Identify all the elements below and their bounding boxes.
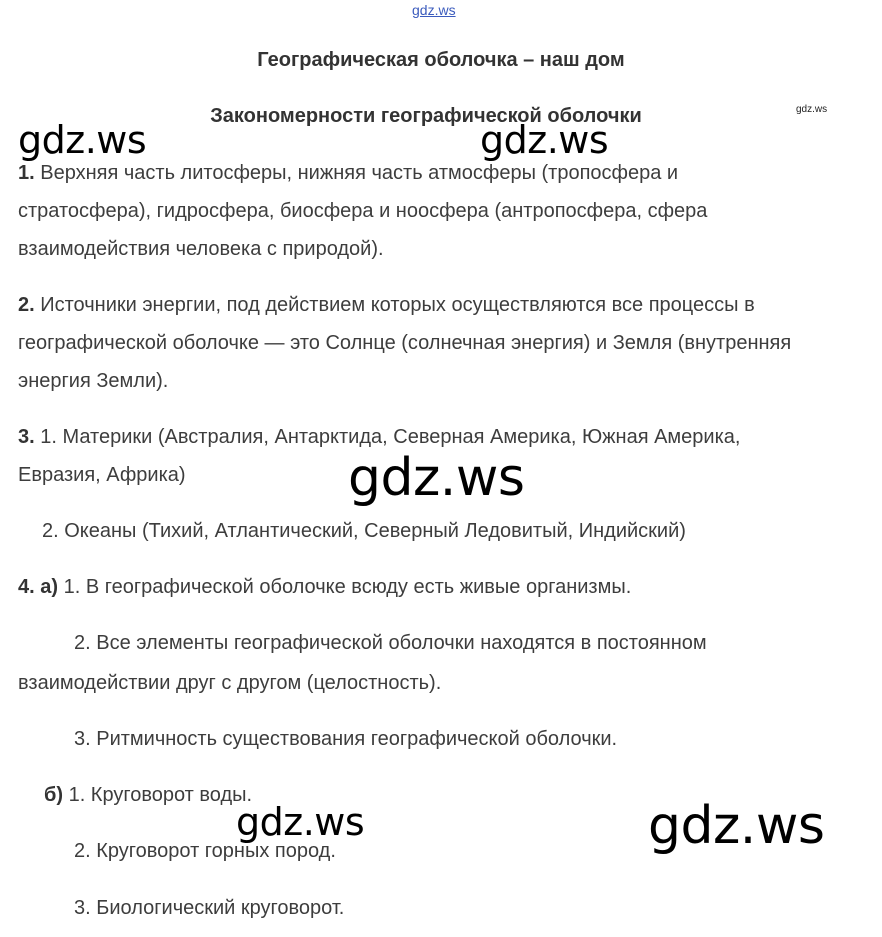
q4-b2: 2. Круговорот горных пород. <box>74 840 336 862</box>
q2-number: 2. <box>18 294 35 316</box>
q1-line2: стратосфера), гидросфера, биосфера и ноосфера (антропосфера, сфера <box>18 200 708 222</box>
page-title: Географическая оболочка – наш дом <box>257 49 625 71</box>
watermark-middle: gdz.ws <box>348 448 525 508</box>
watermark-top: gdz.ws <box>412 2 456 18</box>
q2-text-1: Источники энергии, под действием которых осуществляются все процессы в <box>34 294 755 316</box>
q4-a3: 3. Ритмичность существования географической оболочки. <box>74 728 618 750</box>
q1-line1 <box>18 162 678 185</box>
watermark-bottom-left: gdz.ws <box>236 800 365 844</box>
q3-line1 <box>18 426 740 449</box>
watermark-center-top: gdz.ws <box>480 118 609 162</box>
q2-line3: энергия Земли). <box>18 370 169 392</box>
q4-a2-line2: взаимодействии друг с другом (целостность). <box>18 672 442 694</box>
q3-number: 3. <box>18 426 35 448</box>
q3-text-1: 1. Материки (Австралия, Антарктида, Северная Америка, Южная Америка, <box>34 426 741 448</box>
q3-line2: Евразия, Африка) <box>18 464 186 486</box>
q4-a1 <box>18 576 631 599</box>
q4-a2-line1: 2. Все элементы географической оболочки находятся в постоянном <box>74 632 707 654</box>
q4-b1 <box>44 784 252 807</box>
q4-b-label: б) <box>44 784 64 806</box>
q4-a1-text: 1. В географической оболочке всюду есть живые организмы. <box>58 576 632 598</box>
q1-number: 1. <box>18 162 35 184</box>
q4-b1-text: 1. Круговорот воды. <box>63 784 253 806</box>
q1-line3: взаимодействия человека с природой). <box>18 238 384 260</box>
q4-a-label: а) <box>40 576 59 598</box>
page-subtitle: Закономерности географической оболочки <box>210 105 642 127</box>
q1-text-1: Верхняя часть литосферы, нижняя часть атмосферы (тропосфера и <box>34 162 679 184</box>
q4-number: 4. <box>18 576 35 598</box>
q4-b3: 3. Биологический круговорот. <box>74 897 345 919</box>
watermark-bottom-right: gdz.ws <box>648 796 825 856</box>
watermark-left: gdz.ws <box>18 118 147 162</box>
q3-line3: 2. Океаны (Тихий, Атлантический, Северный Ледовитый, Индийский) <box>42 520 686 542</box>
watermark-tiny: gdz.ws <box>796 104 828 115</box>
q2-line1 <box>18 294 755 317</box>
q2-line2: географической оболочке — это Солнце (солнечная энергия) и Земля (внутренняя <box>18 332 792 354</box>
